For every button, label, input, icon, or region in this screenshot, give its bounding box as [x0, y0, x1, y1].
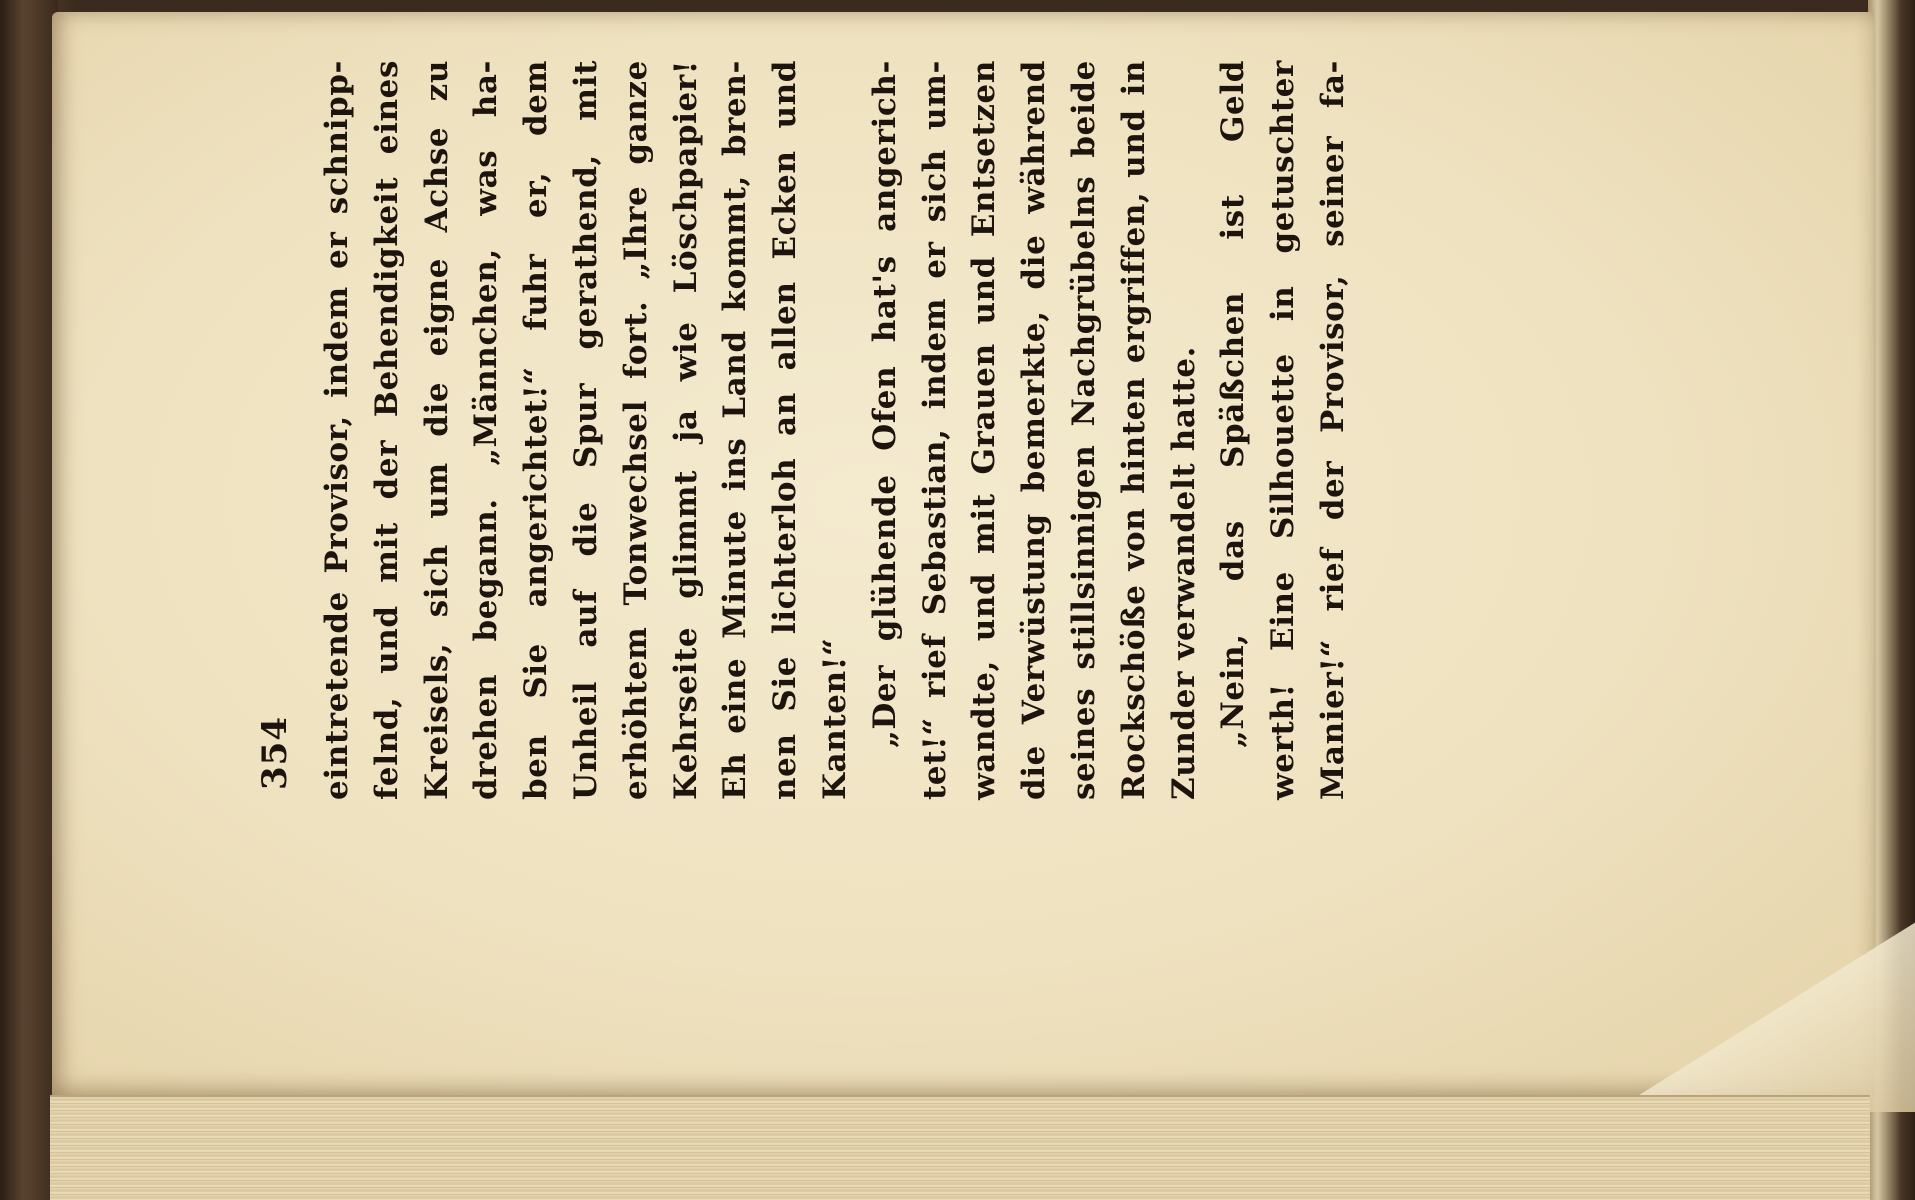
page-number: 354 — [255, 716, 295, 790]
text-line: felnd, und mit der Behendigkeit eines — [368, 60, 405, 800]
body-text — [313, 60, 1359, 800]
text-line: tet!“ rief Sebastian, indem er sich um- — [916, 60, 953, 800]
text-line: wandte, und mit Grauen und Entsetzen — [966, 60, 1003, 800]
text-line: „Der glühende Ofen hat's angerich- — [866, 60, 903, 748]
text-line: Unheil auf die Spur gerathend, mit — [567, 60, 604, 800]
text-line: die Verwüstung bemerkte, die während — [1016, 60, 1053, 800]
text-line: werth! Eine Silhouette in getuschter — [1265, 60, 1302, 800]
book-spine-edge — [0, 0, 58, 1200]
text-line: nen Sie lichterloh an allen Ecken und — [767, 60, 804, 800]
text-line: eintretende Provisor, indem er schnipp- — [319, 60, 355, 800]
rotated-text-area — [255, 0, 1875, 800]
text-line: Kanten!“ — [816, 637, 853, 800]
text-line: Manier!“ rief der Provisor, seiner fa- — [1314, 60, 1351, 800]
text-line: Rockschöße von hinten ergriffen, und in — [1115, 60, 1152, 800]
text-line: Eh eine Minute ins Land kommt, bren- — [717, 60, 754, 800]
text-line: Kreisels, sich um die eigne Achse zu — [418, 60, 455, 800]
text-line: „Nein, das Späßchen ist Geld — [1215, 60, 1252, 748]
page-stack-bottom — [50, 1095, 1870, 1200]
folded-page-corner — [1612, 912, 1915, 1112]
text-line: Zunder verwandelt hatte. — [1165, 345, 1202, 800]
text-line: Kehrseite glimmt ja wie Löschpapier! — [667, 60, 704, 800]
text-line: ben Sie angerichtet!“ fuhr er, dem — [518, 60, 555, 800]
text-line: seines stillsinnigen Nachgrübelns beide — [1065, 60, 1102, 800]
text-line: erhöhtem Tonwechsel fort. „Ihre ganze — [617, 60, 654, 800]
text-line: drehen begann. „Männchen, was ha- — [468, 60, 505, 800]
